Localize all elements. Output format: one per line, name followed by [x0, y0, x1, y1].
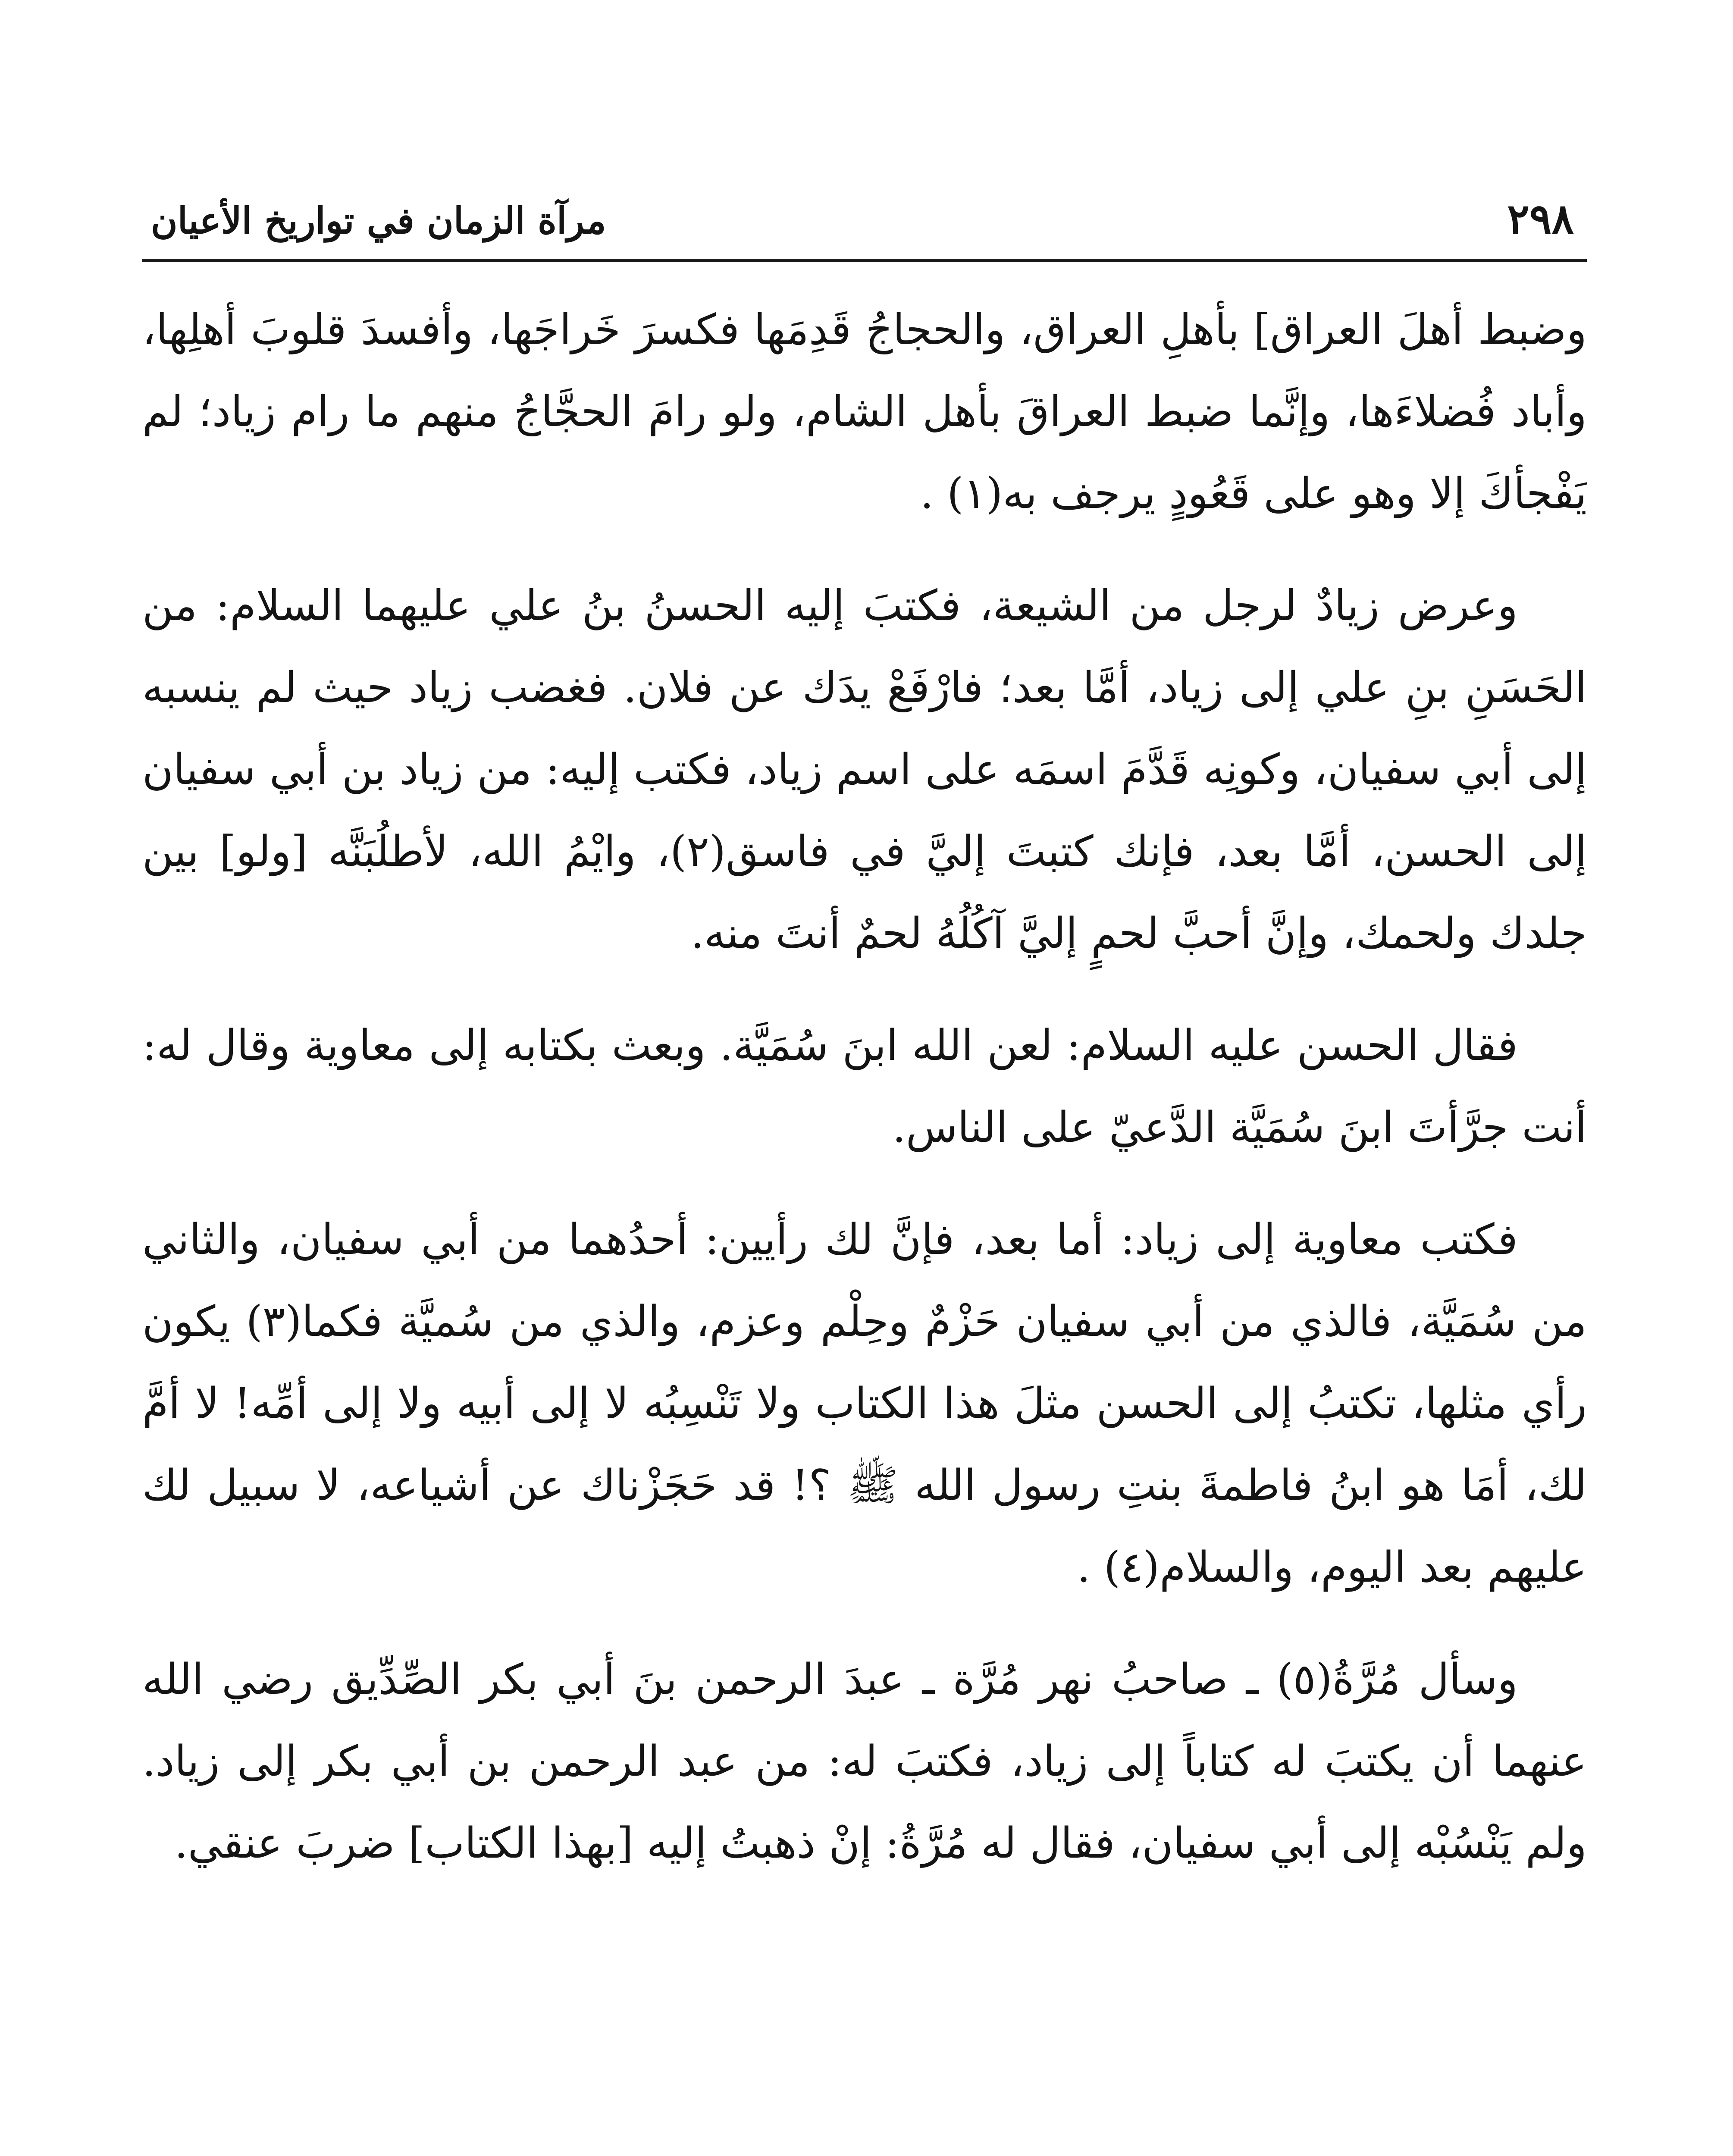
paragraph-1: وضبط أهلَ العراق] بأهلِ العراق، والحجاجُ قَدِمَها فكسرَ خَراجَها، وأفسدَ قلوبَ أهلِها، وأباد فُضلاءَها، وإنَّما ضبط العراقَ بأهل الشام، ولو رامَ الحجَّاجُ منهم ما رام زياد؛ لم يَفْجأكَ إلا وهو على قَعُودٍ يرجف به(١) .: [142, 305, 1587, 518]
page-header: [142, 185, 1587, 262]
paragraph-4: فكتب معاوية إلى زياد: أما بعد، فإنَّ لك رأيين: أحدُهما من أبي سفيان، والثاني من سُمَيَّة، فالذي من أبي سفيان حَزْمٌ وحِلْم وعزم، والذي من سُميَّة فكما(٣) يكون رأي مثلها، تكتبُ إلى الحسن مثلَ هذا الكتاب ولا تَنْسِبُه لا إلى أبيه ولا إلى أمِّه! لا أمَّ لك، أمَا هو ابنُ فاطمةَ بنتِ رسول الله ﷺ ؟! قد حَجَزْناك عن أشياعه، لا سبيل لك عليهم بعد اليوم، والسلام(٤) .: [142, 1215, 1587, 1592]
book-page: [142, 185, 1587, 2156]
page-number: ٢٩٨: [1507, 194, 1574, 243]
book-title: مرآة الزمان في تواريخ الأعيان: [151, 199, 606, 242]
paragraph-2: وعرض زيادٌ لرجل من الشيعة، فكتبَ إليه الحسنُ بنُ علي عليهما السلام: من الحَسَنِ بنِ علي إلى زياد، أمَّا بعد؛ فارْفَعْ يدَك عن فلان. فغضب زياد حيث لم ينسبه إلى أبي سفيان، وكونِه قَدَّمَ اسمَه على اسم زياد، فكتب إليه: من زياد بن أبي سفيان إلى الحسن، أمَّا بعد، فإنك كتبتَ إليَّ في فاسق(٢)، وايْمُ الله، لأطلُبَنَّه [ولو] بين جلدك ولحمك، وإنَّ أحبَّ لحمٍ إليَّ آكُلُهُ لحمٌ أنتَ منه.: [142, 581, 1587, 958]
paragraph-5: وسأل مُرَّةُ(٥) ـ صاحبُ نهر مُرَّة ـ عبدَ الرحمن بنَ أبي بكر الصِّدِّيق رضي الله عنهما أن يكتبَ له كتاباً إلى زياد، فكتبَ له: من عبد الرحمن بن أبي بكر إلى زياد. ولم يَنْسُبْه إلى أبي سفيان، فقال له مُرَّةُ: إنْ ذهبتُ إليه [بهذا الكتاب] ضربَ عنقي.: [142, 1655, 1587, 1868]
paragraph-3: فقال الحسن عليه السلام: لعن الله ابنَ سُمَيَّة. وبعث بكتابه إلى معاوية وقال له: أنت جرَّأتَ ابنَ سُمَيَّة الدَّعيّ على الناس.: [142, 1021, 1587, 1152]
main-text: [142, 289, 1587, 1915]
